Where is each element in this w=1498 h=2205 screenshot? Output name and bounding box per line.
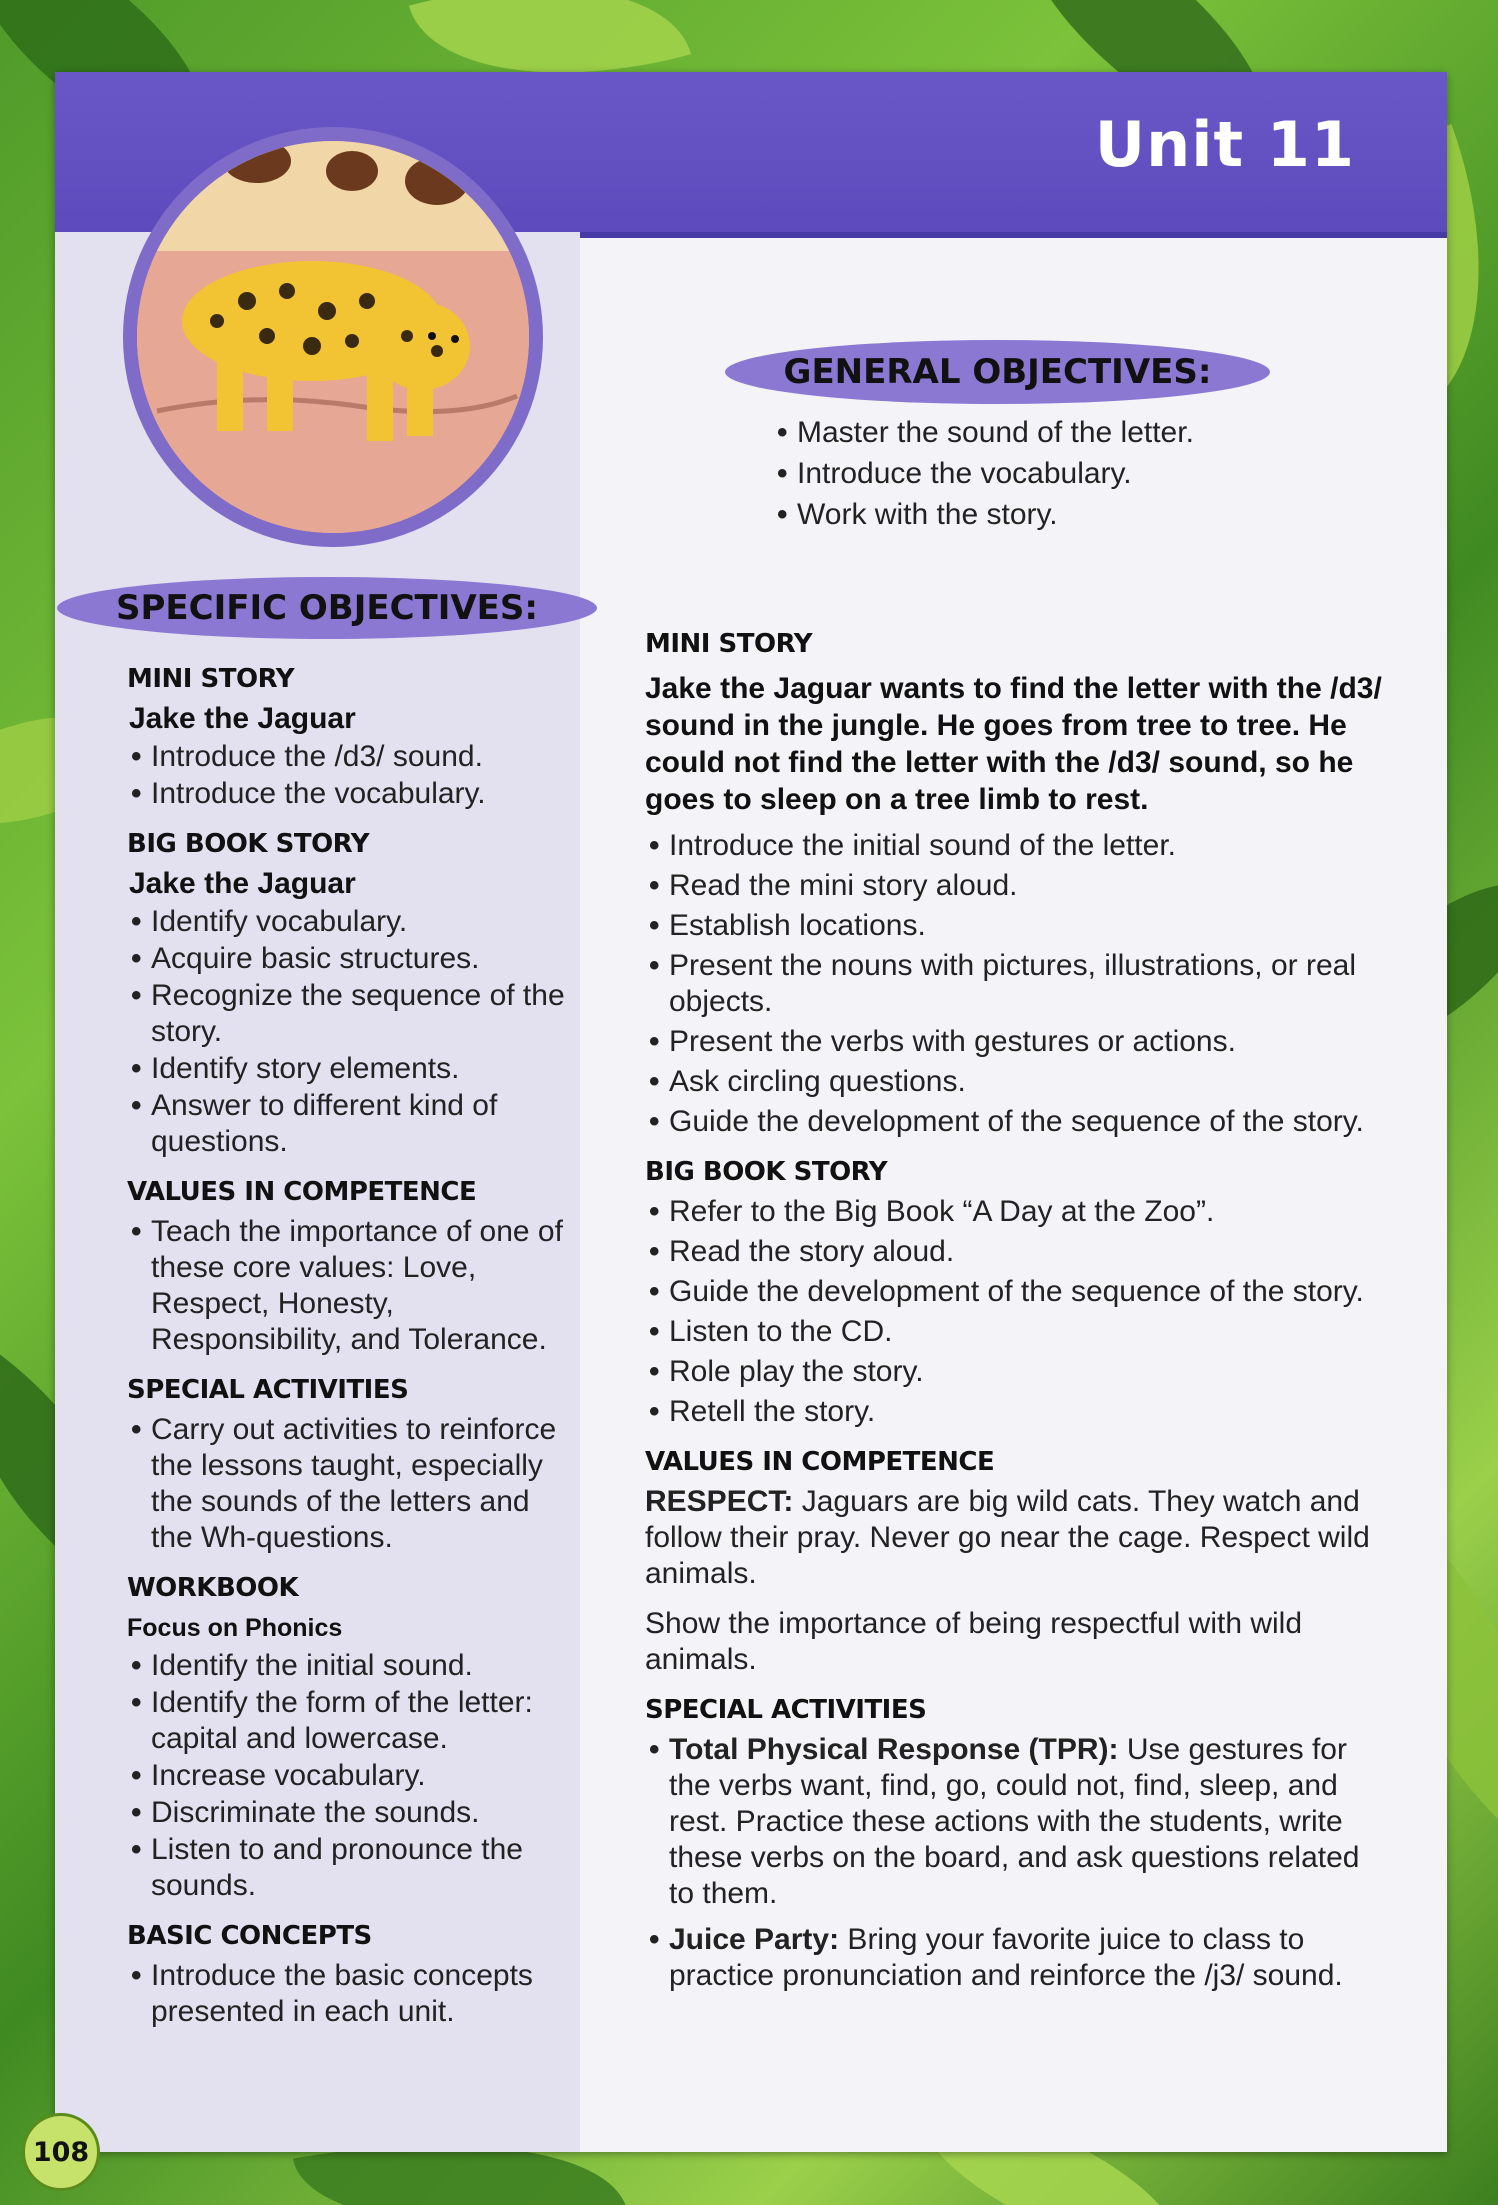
juice-label: Juice Party: [669, 1923, 840, 1956]
list-item: • Guide the development of the sequence of the story. [645, 1104, 1385, 1140]
list-item: • Ask circling questions. [645, 1064, 1385, 1100]
list-item: • Listen to the CD. [645, 1314, 1385, 1350]
respect-text: Jaguars are big wild cats. They watch and follow their pray. Never go near the cage. Respect wild animals. [645, 1485, 1370, 1590]
list-item: • Identify vocabulary. [127, 904, 567, 940]
page-number: 108 [22, 2113, 100, 2191]
jaguar-illustration [137, 141, 529, 533]
story-title: Jake the Jaguar [129, 867, 356, 900]
list-item: • Refer to the Big Book “A Day at the Zoo”. [645, 1194, 1385, 1230]
respect-paragraph [645, 1484, 1385, 1592]
specific-objectives-heading: SPECIFIC OBJECTIVES: [57, 577, 597, 639]
page [55, 72, 1447, 2152]
section-heading: BIG BOOK STORY [127, 829, 370, 859]
tpr-text: Use gestures for the verbs want, find, go, could not, find, sleep, and rest. Practice these actions with the students, write these verbs on the board, and ask questions related to them. [669, 1733, 1360, 1910]
section-heading: BASIC CONCEPTS [127, 1921, 372, 1951]
list-item: • Present the nouns with pictures, illustrations, or real objects. [645, 948, 1385, 1020]
mini-story-text: Jake the Jaguar wants to find the letter with the /d3/ sound in the jungle. He goes from tree to tree. He could not find the letter with the /d3/ sound, so he goes to sleep on a tree limb to rest. [645, 672, 1382, 816]
section-heading: VALUES IN COMPETENCE [127, 1177, 477, 1207]
general-objectives-list [773, 412, 1333, 536]
juice-party-item [645, 1922, 1385, 1994]
section-heading: SPECIAL ACTIVITIES [645, 1695, 927, 1725]
tpr-item [645, 1732, 1385, 1912]
list-item: • Read the mini story aloud. [645, 868, 1385, 904]
list-item: • Identify the form of the letter: capital and lowercase. [127, 1685, 567, 1757]
section-heading: WORKBOOK [127, 1573, 299, 1603]
list-item: • Introduce the initial sound of the letter. [645, 828, 1385, 864]
list-item: • Carry out activities to reinforce the lessons taught, especially the sounds of the letters and the Wh-questions. [127, 1412, 567, 1556]
list-item: • Teach the importance of one of these core values: Love, Respect, Honesty, Responsibility, and Tolerance. [127, 1214, 567, 1358]
lesson-details-column [645, 612, 1385, 1998]
list-item: • Present the verbs with gestures or actions. [645, 1024, 1385, 1060]
list-item: • Establish locations. [645, 908, 1385, 944]
list-item: • Listen to and pronounce the sounds. [127, 1832, 567, 1904]
list-item: • Introduce the basic concepts presented in each unit. [127, 1958, 567, 2030]
respect-label: RESPECT: [645, 1485, 794, 1518]
section-heading: MINI STORY [127, 664, 295, 694]
section-heading: MINI STORY [645, 629, 813, 659]
list-item: • Retell the story. [645, 1394, 1385, 1430]
list-item: • Acquire basic structures. [127, 941, 567, 977]
list-item: • Introduce the vocabulary. [127, 776, 567, 812]
list-item: • Answer to different kind of questions. [127, 1088, 567, 1160]
list-item: • Identify story elements. [127, 1051, 567, 1087]
section-heading: SPECIAL ACTIVITIES [127, 1375, 409, 1405]
list-item: • Introduce the /d3/ sound. [127, 739, 567, 775]
list-item: • Guide the development of the sequence of the story. [645, 1274, 1385, 1310]
list-item: • Discriminate the sounds. [127, 1795, 567, 1831]
list-item: • Role play the story. [645, 1354, 1385, 1390]
section-heading: VALUES IN COMPETENCE [645, 1447, 995, 1477]
unit-title: Unit 11 [1094, 108, 1355, 181]
show-importance-paragraph: Show the importance of being respectful with wild animals. [645, 1607, 1303, 1676]
story-title: Jake the Jaguar [129, 702, 356, 735]
tpr-label: Total Physical Response (TPR): [669, 1733, 1119, 1766]
list-item: • Increase vocabulary. [127, 1758, 567, 1794]
illustration-frame [123, 127, 543, 547]
list-item: • Master the sound of the letter. [773, 413, 1333, 453]
list-item: • Recognize the sequence of the story. [127, 978, 567, 1050]
list-item: • Read the story aloud. [645, 1234, 1385, 1270]
list-item: • Introduce the vocabulary. [773, 454, 1333, 494]
list-item: • Work with the story. [773, 495, 1333, 535]
list-item: • Identify the initial sound. [127, 1648, 567, 1684]
jaguar-icon [137, 141, 529, 533]
general-objectives-heading: GENERAL OBJECTIVES: [725, 340, 1270, 404]
section-heading: BIG BOOK STORY [645, 1157, 888, 1187]
juice-text: Bring your favorite juice to class to practice pronunciation and reinforce the /j3/ sound. [669, 1923, 1343, 1992]
subheading: Focus on Phonics [127, 1614, 343, 1642]
specific-objectives-column [127, 647, 567, 2031]
